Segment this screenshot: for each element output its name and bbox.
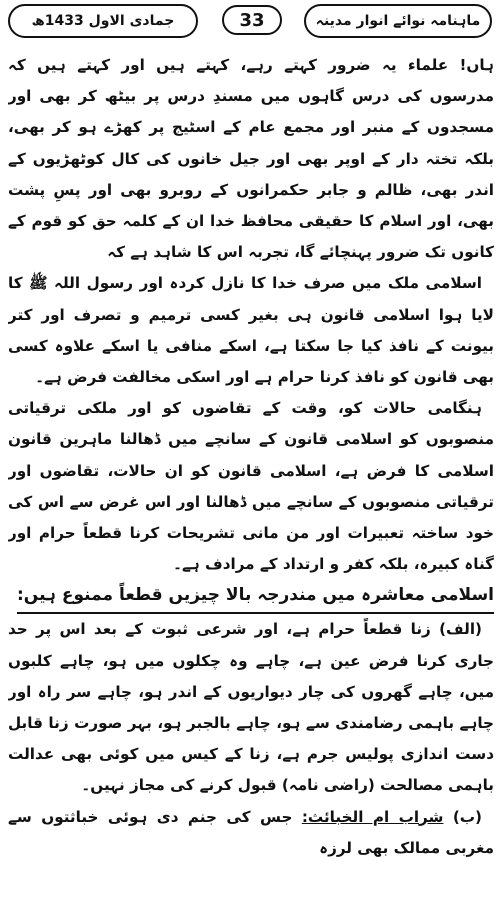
article-body xyxy=(8,50,494,904)
item-b-tag: (ب) xyxy=(452,807,483,826)
page-number: 33 xyxy=(222,5,282,35)
item-a-text: زنا قطعاً حرام ہے، اور شرعی ثبوت کے بعد اس پر حد جاری کرنا فرض عین ہے، چاہے وہ چکلوں میں ہو، چاہے کلبوں میں، چاہے گھروں کی چار دیواریوں کے اندر ہو، چاہے سر راہ اور چاہے باہمی رضامندی سے ہو، چاہے بالجبر ہو، بہر صورت زنا قابل دست اندازی پولیس جرم ہے، زنا کے کیس میں کوئی بھی عدالت باہمی مصالحت (راضی نامہ) قبول کرنے کی مجاز نہیں۔ xyxy=(8,620,494,795)
issue-date: جمادی الاول 1433ھ xyxy=(8,4,198,38)
section-heading: اسلامی معاشرہ میں مندرجہ بالا چیزیں قطعاً ممنوع ہیں: xyxy=(17,580,494,614)
item-b-title: شراب ام الخبائث: xyxy=(301,807,444,826)
magazine-title: ماہنامہ نوائے انوار مدینہ xyxy=(304,4,492,38)
section-heading-wrap xyxy=(8,580,494,614)
page-header xyxy=(0,0,500,44)
item-a-tag: (الف) xyxy=(439,620,482,639)
paragraph-3: ہنگامی حالات کو، وقت کے تقاضوں کو اور ملکی ترقیاتی منصوبوں کو اسلامی قانون کے سانچے میں ڈھالنا ماہرین قانون اسلامی کا فرض ہے، اسلامی قانون کو ان حالات، تقاضوں اور ترقیاتی منصوبوں کے سانچے میں ڈھالنا اور اس غرض سے اس کی خود ساختہ تعبیرات اور من مانی تشریحات کرنا قطعاً حرام اور گناہ کبیرہ، بلکہ کفر و ارتداد کے مرادف ہے۔ xyxy=(8,399,494,574)
item-b xyxy=(8,802,494,864)
item-b-text: جس کی جنم دی ہوئی خباثتوں سے مغربی ممالک بھی لرزہ xyxy=(8,807,494,857)
item-a xyxy=(8,614,494,801)
paragraph-1: ہاں! علماء یہ ضرور کہتے رہے، کہتے ہیں اور کہتے ہیں کہ مدرسوں کی درس گاہوں میں مسندِ درس پر بیٹھ کر بھی اور مسجدوں کے منبر اور مجمع عام کے اسٹیج پر کھڑے ہو کر بھی، بلکہ تختہ دار کے اوپر بھی اور جیل خانوں کی کال کوٹھڑیوں کے اندر بھی، ظالم و جابر حکمرانوں کے روبرو بھی اور پسِ پشت بھی، اور اسلام کا حقیقی محافظ خدا ان کے کلمہ حق کو قوم کے کانوں تک ضرور پہنچائے گا، تجربہ اس کا شاہد ہے کہ xyxy=(8,56,494,262)
paragraph-2: اسلامی ملک میں صرف خدا کا نازل کردہ اور رسول اللہ ﷺ کا لایا ہوا اسلامی قانون ہی بغیر کسی ترمیم و تصرف اور کتر بیونت کے نافذ کیا جا سکتا ہے، اسکے منافی یا اسکے علاوہ کسی بھی قانون کو نافذ کرنا حرام ہے اور اسکی مخالفت فرض ہے۔ xyxy=(8,274,494,387)
